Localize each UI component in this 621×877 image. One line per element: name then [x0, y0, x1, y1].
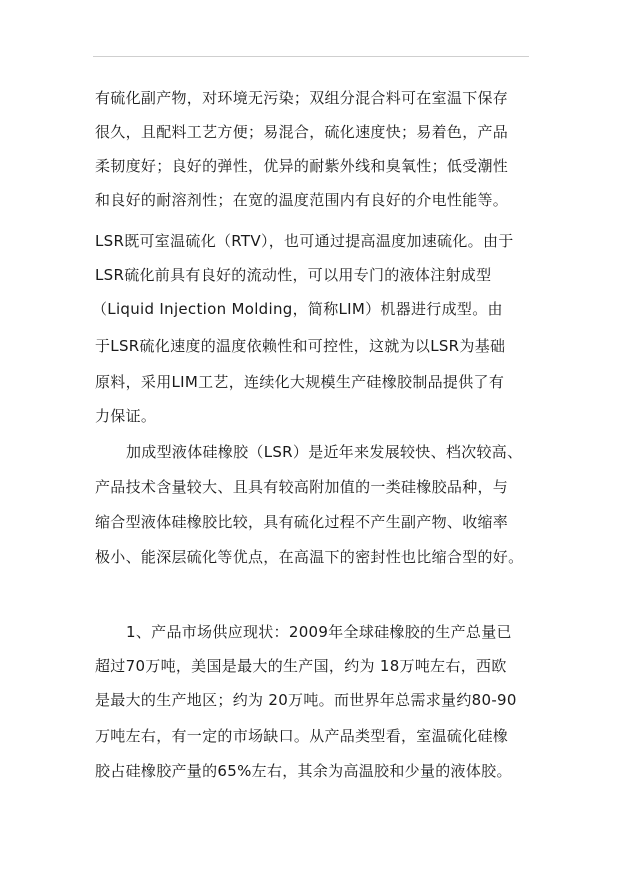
header-divider: [93, 56, 529, 57]
text-line: 原料，采用LIM工艺，连续化大规模生产硅橡胶制品提供了有: [95, 373, 505, 391]
text-line: 是最大的生产地区；约为 20万吨。而世界年总需求量约80-90: [95, 691, 517, 709]
text-line: 力保证。: [95, 407, 157, 425]
text-line: LSR硫化前具有良好的流动性，可以用专门的液体注射成型: [95, 266, 492, 284]
text-line: 极小、能深层硫化等优点，在高温下的密封性也比缩合型的好。: [95, 548, 524, 566]
text-line: 1、产品市场供应现状：2009年全球硅橡胶的生产总量已: [126, 623, 512, 641]
text-line: （Liquid Injection Molding，简称LIM）机器进行成型。由: [92, 300, 503, 318]
text-line: 加成型液体硅橡胶（LSR）是近年来发展较快、档次较高、: [126, 443, 523, 461]
text-line: 胶占硅橡胶产量的65%左右，其余为高温胶和少量的液体胶。: [95, 762, 512, 780]
text-line: 万吨左右，有一定的市场缺口。从产品类型看，室温硫化硅橡: [95, 727, 509, 745]
text-line: 柔韧度好；良好的弹性，优异的耐紫外线和臭氧性；低受潮性: [95, 157, 509, 175]
text-line: 有硫化副产物，对环境无污染；双组分混合料可在室温下保存: [95, 89, 509, 107]
text-line: 超过70万吨，美国是最大的生产国，约为 18万吨左右，西欧: [95, 657, 507, 675]
text-line: 和良好的耐溶剂性；在宽的温度范围内有良好的介电性能等。: [95, 191, 509, 209]
text-line: 于LSR硫化速度的温度依赖性和可控性，这就为以LSR为基础: [95, 337, 506, 355]
text-line: 很久，且配料工艺方便；易混合，硫化速度快；易着色，产品: [95, 123, 509, 141]
text-line: 缩合型液体硅橡胶比较，具有硫化过程不产生副产物、收缩率: [95, 513, 509, 531]
text-line: LSR既可室温硫化（RTV），也可通过提高温度加速硫化。由于: [95, 232, 514, 250]
text-line: 产品技术含量较大、且具有较高附加值的一类硅橡胶品种，与: [95, 478, 509, 496]
